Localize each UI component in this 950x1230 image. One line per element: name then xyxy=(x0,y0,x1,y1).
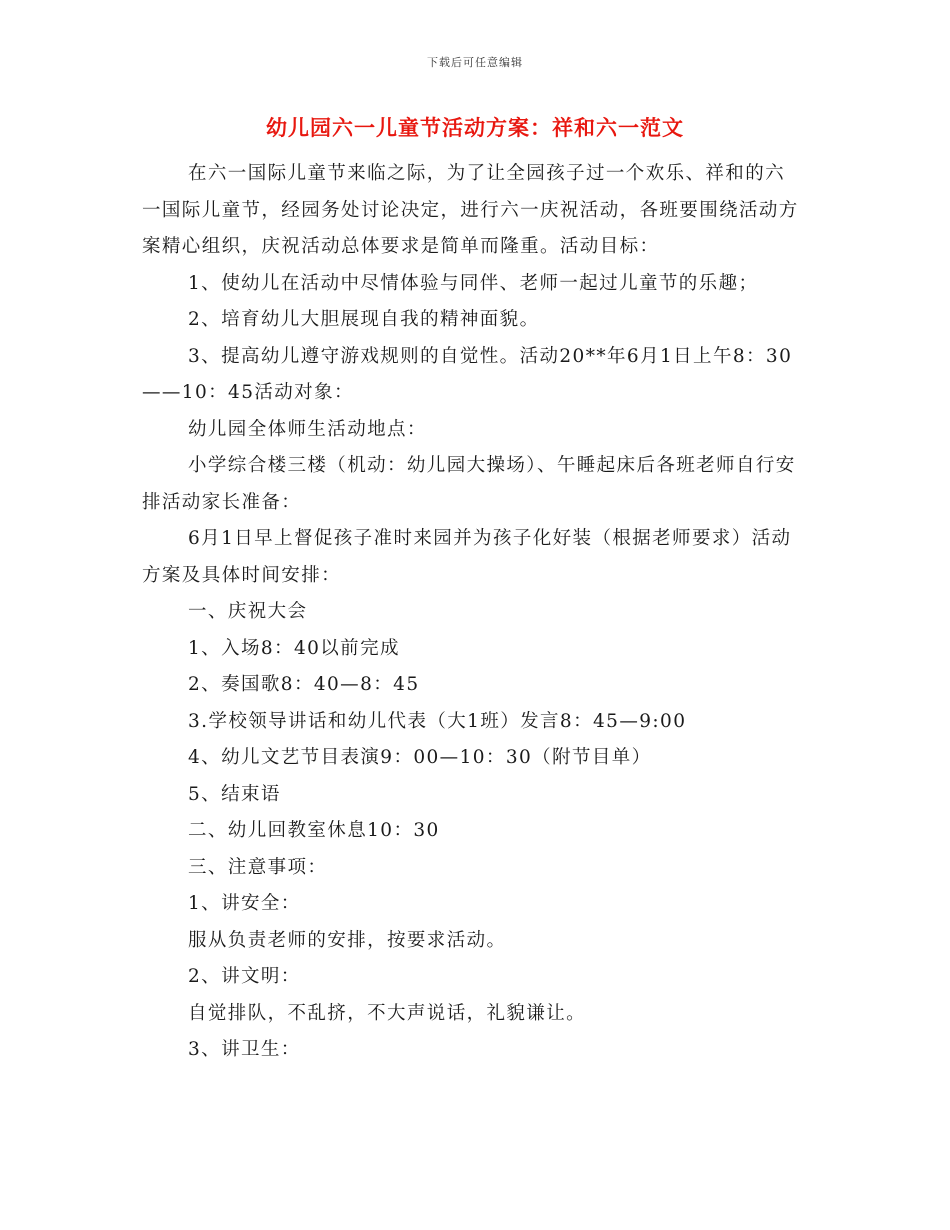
paragraph: 2、讲文明： xyxy=(188,966,301,987)
paragraph: 3、讲卫生： xyxy=(188,1039,301,1060)
header-note: 下载后可任意编辑 xyxy=(427,56,523,69)
paragraph: 3、提高幼儿遵守游戏规则的自觉性。活动20**年6月1日上午8：30——10：45活动对象： xyxy=(142,345,793,403)
paragraph: 一、庆祝大会 xyxy=(188,601,308,622)
paragraph: 2、奏国歌8：40—8：45 xyxy=(188,674,420,695)
paragraph: 三、注意事项： xyxy=(188,856,328,878)
document-title: 幼儿园六一儿童节活动方案：祥和六一范文 xyxy=(266,115,684,140)
paragraph: 1、使幼儿在活动中尽情体验与同伴、老师一起过儿童节的乐趣； xyxy=(188,272,759,294)
paragraph: 小学综合楼三楼（机动：幼儿园大操场）、午睡起床后各班老师自行安排活动家长准备： xyxy=(142,455,796,513)
paragraph: 在六一国际儿童节来临之际，为了让全园孩子过一个欢乐、祥和的六一国际儿童节，经园务处讨论决定，进行六一庆祝活动，各班要围绕活动方案精心组织，庆祝活动总体要求是简单而隆重。活动目标： xyxy=(142,163,799,257)
document-body xyxy=(142,156,802,1069)
paragraph: 5、结束语 xyxy=(188,783,281,805)
paragraph: 自觉排队，不乱挤，不大声说话，礼貌谦让。 xyxy=(188,1002,587,1024)
paragraph: 6月1日早上督促孩子准时来园并为孩子化好装（根据老师要求）活动方案及具体时间安排： xyxy=(142,528,792,586)
paragraph: 幼儿园全体师生活动地点： xyxy=(188,418,427,440)
paragraph: 4、幼儿文艺节目表演9：00—10：30（附节目单） xyxy=(188,747,652,768)
paragraph: 二、幼儿回教室休息10：30 xyxy=(188,820,440,841)
paragraph: 服从负责老师的安排，按要求活动。 xyxy=(188,929,507,951)
paragraph: 3.学校领导讲话和幼儿代表（大1班）发言8：45—9:00 xyxy=(188,710,687,732)
paragraph: 2、培育幼儿大胆展现自我的精神面貌。 xyxy=(188,309,540,330)
paragraph: 1、讲安全： xyxy=(188,893,301,914)
paragraph: 1、入场8：40以前完成 xyxy=(188,637,400,659)
